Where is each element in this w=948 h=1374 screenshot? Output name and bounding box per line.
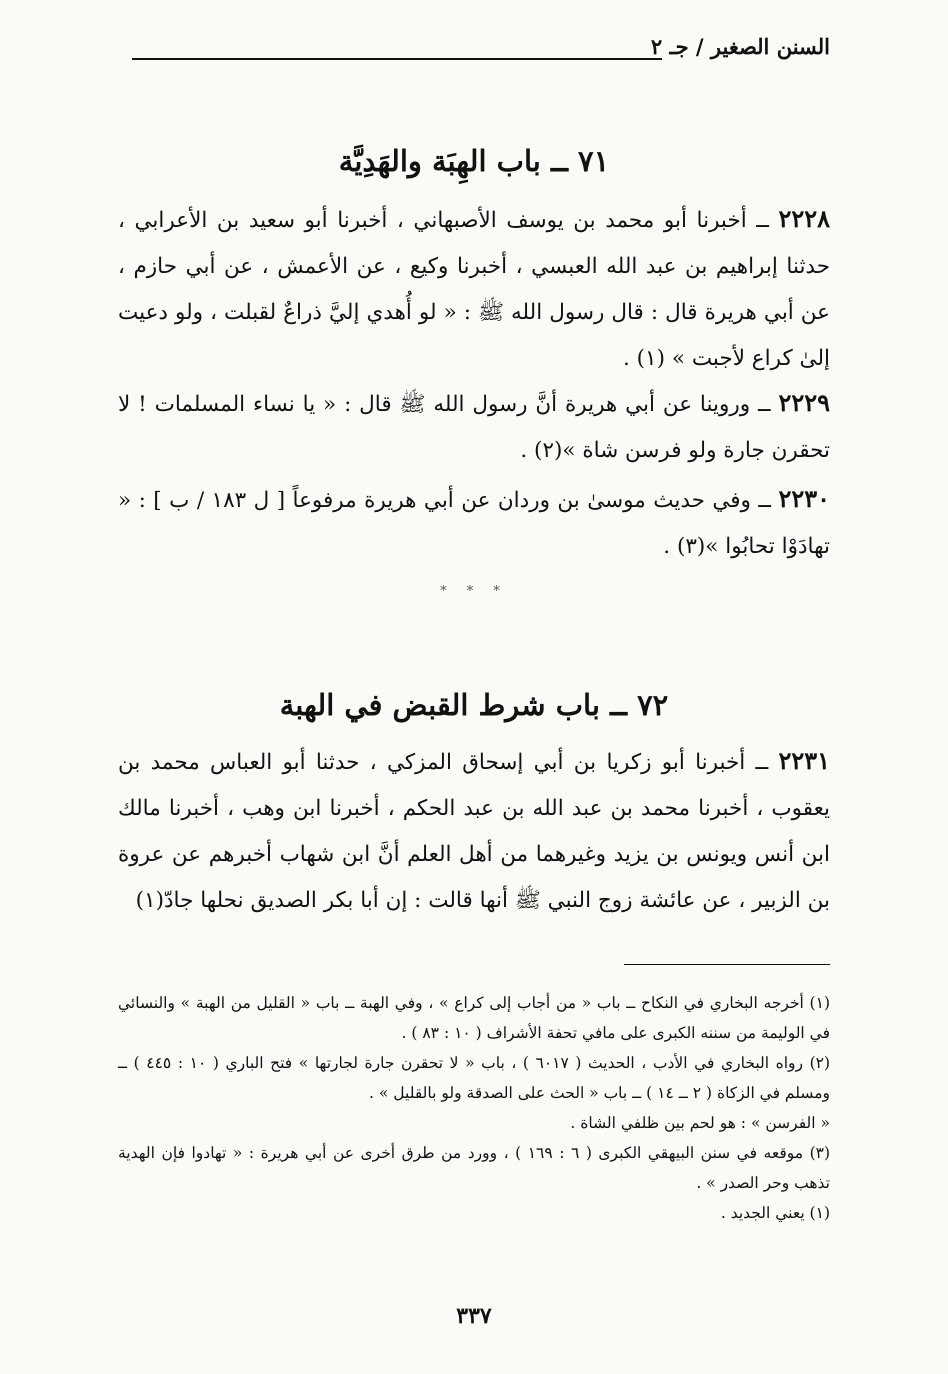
footnote: « الفرسن » : هو لحم بين ظلفي الشاة . — [570, 1114, 830, 1132]
running-head: السنن الصغير / جـ ٢ — [650, 34, 830, 59]
header-rule — [132, 58, 662, 60]
footnotes — [118, 988, 830, 1228]
hadith-paragraph — [118, 476, 830, 570]
hadith-number: ٢٢٣١ — [778, 746, 830, 775]
hadith-paragraph — [118, 196, 830, 382]
section-ornament: * * * — [440, 584, 508, 599]
page-number: ٣٣٧ — [456, 1303, 492, 1329]
hadith-text: ــ أخبرنا أبو زكريا بن أبي إسحاق المزكي ، حدثنا أبو العباس محمد بن يعقوب ، أخبرنا محمد بن عبد الله بن عبد الحكم ، أخبرنا ابن وهب ، أخبرنا مالك ابن أنس ويونس بن يزيد وغيرهما من أهل العلم أنَّ ابن شهاب أخبرهم عن عروة بن الزبير ، عن عائشة زوج النبي ﷺ أنها قالت : إن أبا بكر الصديق نحلها جادّ(١) — [118, 750, 830, 913]
footnote: (٣) موقعه في سنن البيهقي الكبرى ( ٦ : ١٦٩ ) ، وورد من طرق أخرى عن أبي هريرة : « تهادوا فإن الهدية تذهب وحر الصدر » . — [118, 1144, 831, 1192]
hadith-paragraph — [118, 380, 830, 474]
hadith-number: ٢٢٢٩ — [778, 388, 830, 417]
hadith-text: ــ وروينا عن أبي هريرة أنَّ رسول الله ﷺ قال : « يا نساء المسلمات ! لا تحقرن جارة ولو فرسن شاة »(٢) . — [118, 392, 830, 463]
footnote: (١) أخرجه البخاري في النكاح ــ باب « من أجاب إلى كراع » ، وفي الهبة ــ باب « القليل من الهبة » والنسائي في الوليمة من سننه الكبرى على مافي تحفة الأشراف ( ١٠ : ٨٣ ) . — [118, 994, 830, 1042]
hadith-number: ٢٢٣٠ — [778, 484, 830, 513]
chapter-title-71: ٧١ ــ باب الهِبَة والهَدِيَّة — [338, 144, 610, 178]
footnote-rule — [624, 964, 830, 965]
hadith-paragraph — [118, 738, 830, 924]
footnote: (٢) رواه البخاري في الأدب ، الحديث ( ٦٠١٧ ) ، باب « لا تحقرن جارة لجارتها » فتح الباري ( ١٠ : ٤٤٥ ) ــ ومسلم في الزكاة ( ٢ ــ ١٤ ) ــ باب « الحث على الصدقة ولو بالقليل » . — [118, 1054, 831, 1102]
footnote: (١) يعني الجديد . — [720, 1204, 830, 1222]
hadith-text: ــ وفي حديث موسىٰ بن وردان عن أبي هريرة مرفوعاً [ ل ١٨٣ / ب ] : « تهادَوْا تحابُوا »(٣) . — [118, 488, 830, 559]
chapter-title-72: ٧٢ ــ باب شرط القبض في الهبة — [279, 688, 669, 722]
hadith-text: ــ أخبرنا أبو محمد بن يوسف الأصبهاني ، أخبرنا أبو سعيد بن الأعرابي ، حدثنا إبراهيم بن عبد الله العبسي ، أخبرنا وكيع ، عن الأعمش ، عن أبي حازم ، عن أبي هريرة قال : قال رسول الله ﷺ : « لو أُهدي إليَّ ذراعٌ لقبلت ، ولو دعيت إلىٰ كراع لأجبت » (١) . — [118, 208, 830, 371]
hadith-number: ٢٢٢٨ — [778, 204, 830, 233]
